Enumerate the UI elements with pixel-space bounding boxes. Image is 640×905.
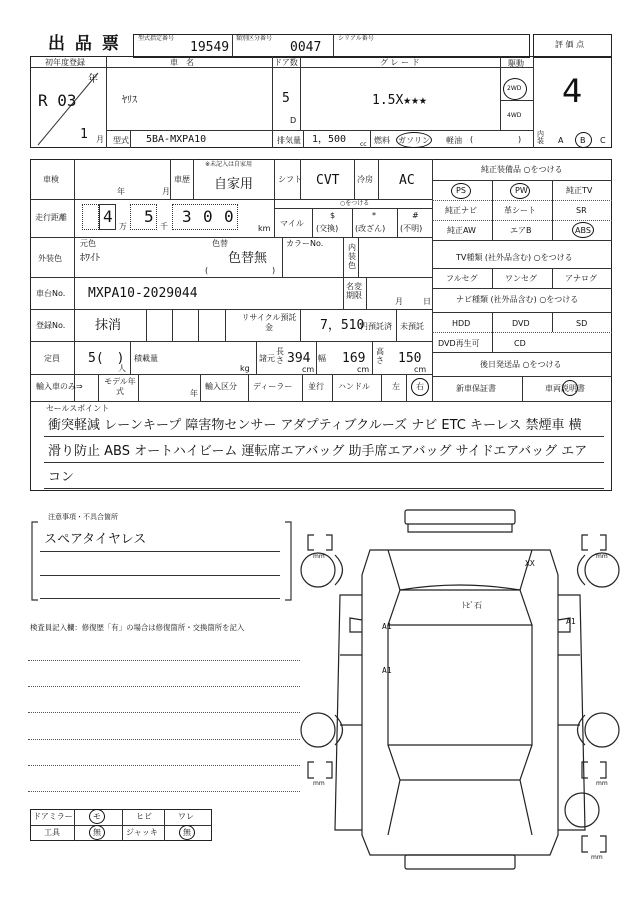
width: 169 [342, 351, 366, 366]
form-title: 出 品 票 [48, 34, 121, 54]
sales-points-line-1: 衝突軽減 レーンキープ 障害物センサー アダプティブクルーズ ナビ ETC キーレス 禁煙車 横 [48, 418, 582, 433]
history-label: 車歴 [174, 175, 190, 184]
first-reg-era: R 03 [38, 91, 77, 110]
displacement-label: 排気量 [277, 136, 301, 145]
serial-label: シリアル番号 [338, 35, 374, 42]
grade-label: グ レ ー ド [380, 58, 420, 67]
grade: 1.5X★★★ [372, 93, 427, 108]
jack-circle [179, 825, 195, 840]
meihen-label: 名変期限 [346, 282, 362, 301]
mirror-mo-circle [89, 809, 105, 824]
mileage-digit-2: 5 [144, 207, 154, 226]
damage-chip: ﾄﾋﾞ石 [462, 601, 482, 610]
shaken-label: 車検 [43, 175, 59, 184]
equip-abs: ABS [575, 226, 591, 235]
mileage-digit-1: 4 [103, 207, 113, 226]
doors-label: ドア数 [274, 58, 298, 67]
capacity-label: 定員 [44, 354, 60, 363]
fuel-diesel: 軽油 [446, 136, 462, 145]
drive-4wd: 4WD [507, 112, 522, 119]
class-no-label: 類別区分番号 [236, 35, 273, 42]
load-label: 積載量 [134, 354, 158, 363]
notes-line-1: スペアタイヤレス [44, 532, 147, 547]
drive-2wd: 2WD [507, 85, 522, 92]
handle-right-circle [411, 378, 429, 396]
inspector-label: 検査員記入欄：修復歴「有」の場合は修復箇所・交換箇所を記入 [30, 623, 245, 632]
recycle-label: リサイクル預託金 [241, 313, 297, 332]
registration-label: 登録No. [36, 321, 66, 330]
first-reg-label: 初年度登録 [45, 58, 85, 67]
car-damage-diagram [300, 500, 620, 880]
equip-pw: PW [515, 186, 528, 195]
capacity: 5( ) [88, 351, 125, 366]
exterior-color-label: 外装色 [38, 254, 62, 263]
equip-sr: SR [576, 206, 587, 215]
docs-title: 後日発送品 ○をつける [480, 360, 562, 369]
interior-c: C [600, 136, 606, 145]
tool-circle [89, 825, 105, 840]
shift-label: シフト [278, 175, 302, 184]
cc-unit: cc [360, 141, 367, 148]
class-no: 0047 [290, 40, 322, 55]
equip-aw: 純正AW [447, 226, 476, 235]
history-note: ※未記入は自家用 [205, 161, 253, 168]
equip-airbag: エアB [510, 226, 532, 235]
handle-right: 右 [416, 382, 424, 391]
ac-label: 冷房 [357, 175, 373, 184]
registration-no: 抹消 [95, 318, 122, 333]
fuel-label: 燃料 [374, 136, 390, 145]
type: 5BA-MXPA10 [146, 134, 207, 145]
interior-b: B [580, 136, 586, 145]
damage-a1-left-upper: A1 [382, 622, 392, 631]
interior-a: A [558, 136, 564, 145]
sales-points-label: セールスポイント [46, 404, 110, 413]
mileage-label: 走行距離 [35, 213, 67, 222]
drive-label: 駆動 [508, 59, 524, 68]
import-kubun-label: 輸入区分 [205, 382, 237, 391]
first-reg-month: 1 [80, 127, 88, 142]
recycle-unpaid: 未預託 [400, 322, 424, 331]
ac: AC [399, 173, 415, 188]
mirror-mo: モ [93, 812, 101, 821]
year-suffix: 年 [88, 74, 98, 85]
model-no: 19549 [190, 40, 230, 55]
equip-pw-circle [510, 183, 530, 199]
equip-navi: 純正ナビ [445, 206, 477, 215]
chassis-no: MXPA10-2029044 [88, 286, 198, 301]
equip-tv: 純正TV [566, 186, 593, 195]
drive-2wd-circle [503, 78, 527, 100]
model-no-label: 型式指定番号 [138, 35, 175, 42]
damage-a1-left-lower: A1 [382, 666, 392, 675]
sales-points-line-3: コン [48, 470, 75, 485]
month-suffix: 月 [96, 135, 104, 144]
equip-ps: PS [456, 186, 466, 195]
history: 自家用 [214, 177, 254, 192]
type-label: 型式 [113, 136, 129, 145]
color-no-label: カラーNo. [286, 239, 324, 248]
interior-color-label: 内装色 [348, 243, 356, 270]
equip-leather: 革シート [504, 206, 536, 215]
equip-abs-circle [572, 222, 594, 238]
navi-title: ナビ種類 (社外品含む) ○をつける [456, 295, 579, 304]
mileage-digit-3: 3 [182, 207, 192, 226]
fuel-gasoline: ガソリン [398, 136, 430, 145]
shift: CVT [316, 173, 340, 188]
displacement: 1，500 [312, 134, 347, 145]
mileage-digit-5: 0 [224, 207, 234, 226]
manual-circle [562, 380, 578, 396]
fuel-gasoline-circle [396, 132, 432, 148]
tool-value: 無 [93, 828, 101, 837]
jack-value: 無 [183, 828, 191, 837]
interior-label: 内装 [537, 130, 544, 145]
recycle-amount: 7，510 [320, 318, 365, 333]
chassis-label: 車台No. [36, 289, 66, 298]
mileage-digit-4: 0 [203, 207, 213, 226]
score: 4 [562, 72, 583, 110]
equipment-title: 純正装備品 ○をつける [481, 165, 563, 174]
color-change: 色替無 [228, 251, 268, 266]
car-name: ﾔﾘｽ [122, 95, 137, 106]
doors: 5 [282, 91, 290, 106]
damage-xx: XX [525, 559, 535, 568]
original-color: ﾎﾜｲﾄ [80, 253, 100, 264]
equip-ps-circle [451, 183, 471, 199]
dims-label: 諸元 [259, 354, 275, 363]
score-label: 評 価 点 [555, 40, 585, 49]
manual: 車両説明書 [545, 384, 585, 393]
length: 394 [287, 351, 311, 366]
car-name-label: 車 名 [170, 58, 194, 67]
door-d: D [290, 116, 297, 125]
height: 150 [398, 351, 422, 366]
mileage-mark-label: ○をつける [340, 200, 370, 207]
import-label: 輸入車のみ⇒ [36, 382, 83, 391]
sales-points-line-2: 滑り防止 ABS オートハイビーム 運転席エアバッグ 助手席エアバッグ サイドエアバッグ エア [48, 444, 588, 459]
interior-b-circle [575, 132, 592, 148]
notes-bracket [30, 513, 295, 606]
notes-label: 注意事項・不具合箇所 [48, 513, 118, 521]
damage-a1-right: A1 [566, 617, 576, 626]
tv-title: TV種類 (社外品含む) ○をつける [456, 253, 573, 262]
